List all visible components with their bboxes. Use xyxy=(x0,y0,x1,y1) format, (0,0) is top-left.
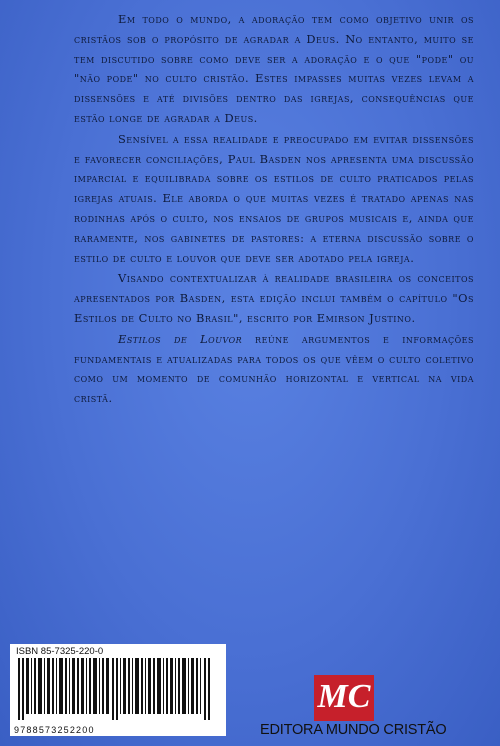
isbn-label: ISBN 85-7325-220-0 xyxy=(16,646,104,657)
barcode-box xyxy=(10,644,226,736)
barcode-icon xyxy=(18,658,218,720)
logo-letters: MC xyxy=(317,678,371,715)
paragraph-3: Visando contextualizar à realidade brasileira os conceitos apresentados por Basden, esta edição inclui também o capítulo "Os Estilos de Culto no Brasil", escrito por Emirson Justino. xyxy=(74,271,474,325)
paragraph-1: Em todo o mundo, a adoração tem como objetivo unir os cristãos sob o propósito de agradar a Deus. No entanto, muito se tem discutido sobre como deve ser a adoração e o que "pode" ou "não pode" no culto cristão. Estes impasses muitas vezes levam a dissensões e até divisões dentro das igrejas, consequências que estão longe de agradar a Deus. xyxy=(74,12,474,125)
paragraph-2: Sensível a essa realidade e preocupado em evitar dissensões e favorecer conciliações, Paul Basden nos apresenta uma discussão imparcial e equilibrada sobre os estilos de culto praticados pelas igrejas atuais. Ele aborda o que muitas vezes é tratado apenas nas rodinhas após o culto, nos ensaios de grupos musicais e, ainda que raramente, nos gabinetes de pastores: a eterna discussão sobre o estilo de culto e louvor que deve ser adotado pela igreja. xyxy=(74,131,474,265)
paragraph-4 xyxy=(74,330,474,409)
publisher-logo xyxy=(314,675,374,721)
publisher-name: EDITORA MUNDO CRISTÃO xyxy=(260,722,447,738)
paragraph-4-text: reúne argumentos e informações fundamentais e atualizadas para todos os que vêem o culto coletivo como um momento de comunhão horizontal e vertical na vida cristã. xyxy=(74,331,474,406)
barcode-digits: 9788573252200 xyxy=(14,725,95,735)
back-cover-text xyxy=(74,10,474,410)
book-title: Estilos de Louvor xyxy=(118,331,243,346)
